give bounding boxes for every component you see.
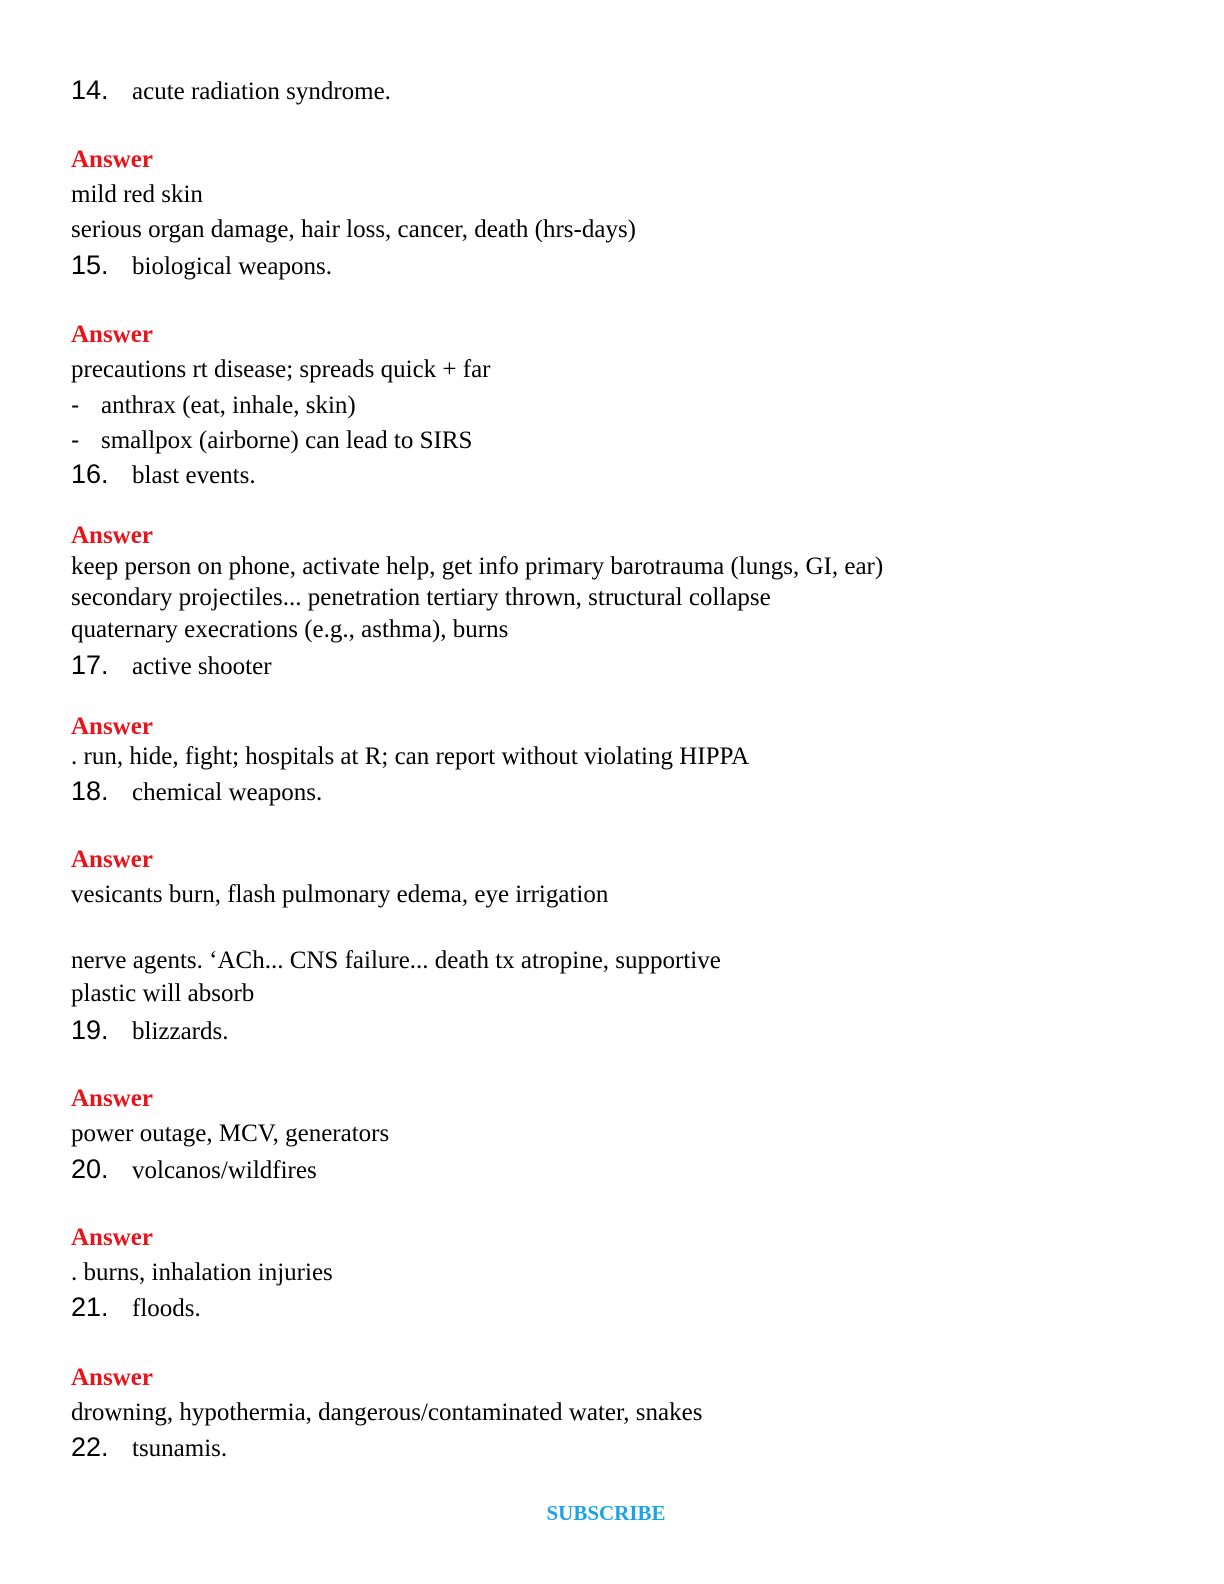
question-text: biological weapons. (132, 253, 332, 280)
answer-label: Answer (71, 1224, 153, 1251)
question-text: chemical weapons. (132, 779, 323, 806)
answer-line: . run, hide, fight; hospitals at R; can report without violating HIPPA (71, 743, 750, 770)
answer-line: quaternary execrations (e.g., asthma), burns (71, 616, 509, 643)
question-15 (71, 250, 332, 282)
answer-line: keep person on phone, activate help, get info primary barotrauma (lungs, GI, ear) (71, 553, 884, 580)
answer-label: Answer (71, 146, 153, 173)
answer-line: mild red skin (71, 181, 203, 208)
question-number: 14. (71, 75, 109, 105)
question-20 (71, 1154, 317, 1186)
answer-label: Answer (71, 1364, 153, 1391)
answer-line: power outage, MCV, generators (71, 1120, 390, 1147)
answer-line: plastic will absorb (71, 980, 255, 1007)
answer-line: vesicants burn, flash pulmonary edema, eye irrigation (71, 881, 609, 908)
answer-label: Answer (71, 713, 153, 740)
bullet-marker: - (71, 391, 80, 419)
question-number: 22. (71, 1432, 109, 1462)
answer-line: secondary projectiles... penetration tertiary thrown, structural collapse (71, 584, 771, 611)
answer-line: nerve agents. ‘ACh... CNS failure... death tx atropine, supportive (71, 947, 721, 974)
question-17 (71, 650, 272, 682)
question-21 (71, 1292, 201, 1324)
question-number: 19. (71, 1015, 109, 1045)
bullet-item (71, 425, 472, 456)
question-number: 20. (71, 1154, 109, 1184)
question-text: tsunamis. (132, 1435, 228, 1462)
question-16 (71, 459, 256, 491)
bullet-text: smallpox (airborne) can lead to SIRS (101, 427, 473, 454)
question-text: blast events. (132, 462, 256, 489)
bullet-item (71, 390, 356, 421)
question-19 (71, 1015, 228, 1047)
question-number: 18. (71, 776, 109, 806)
question-text: volcanos/wildfires (132, 1157, 317, 1184)
question-14 (71, 75, 391, 107)
bullet-text: anthrax (eat, inhale, skin) (101, 392, 356, 419)
question-text: active shooter (132, 653, 272, 680)
question-text: blizzards. (132, 1018, 229, 1045)
subscribe-link[interactable]: SUBSCRIBE (546, 1501, 666, 1525)
question-number: 21. (71, 1292, 109, 1322)
answer-line: drowning, hypothermia, dangerous/contaminated water, snakes (71, 1399, 703, 1426)
bullet-marker: - (71, 426, 80, 454)
question-number: 17. (71, 650, 109, 680)
answer-label: Answer (71, 1085, 153, 1112)
question-22 (71, 1432, 227, 1464)
answer-line: precautions rt disease; spreads quick + far (71, 356, 491, 383)
question-text: acute radiation syndrome. (132, 78, 391, 105)
answer-label: Answer (71, 846, 153, 873)
question-number: 16. (71, 459, 109, 489)
question-text: floods. (132, 1295, 201, 1322)
question-18 (71, 776, 322, 808)
answer-line: serious organ damage, hair loss, cancer, death (hrs-days) (71, 216, 637, 243)
question-number: 15. (71, 250, 109, 280)
answer-label: Answer (71, 522, 153, 549)
answer-label: Answer (71, 321, 153, 348)
answer-line: . burns, inhalation injuries (71, 1259, 333, 1286)
